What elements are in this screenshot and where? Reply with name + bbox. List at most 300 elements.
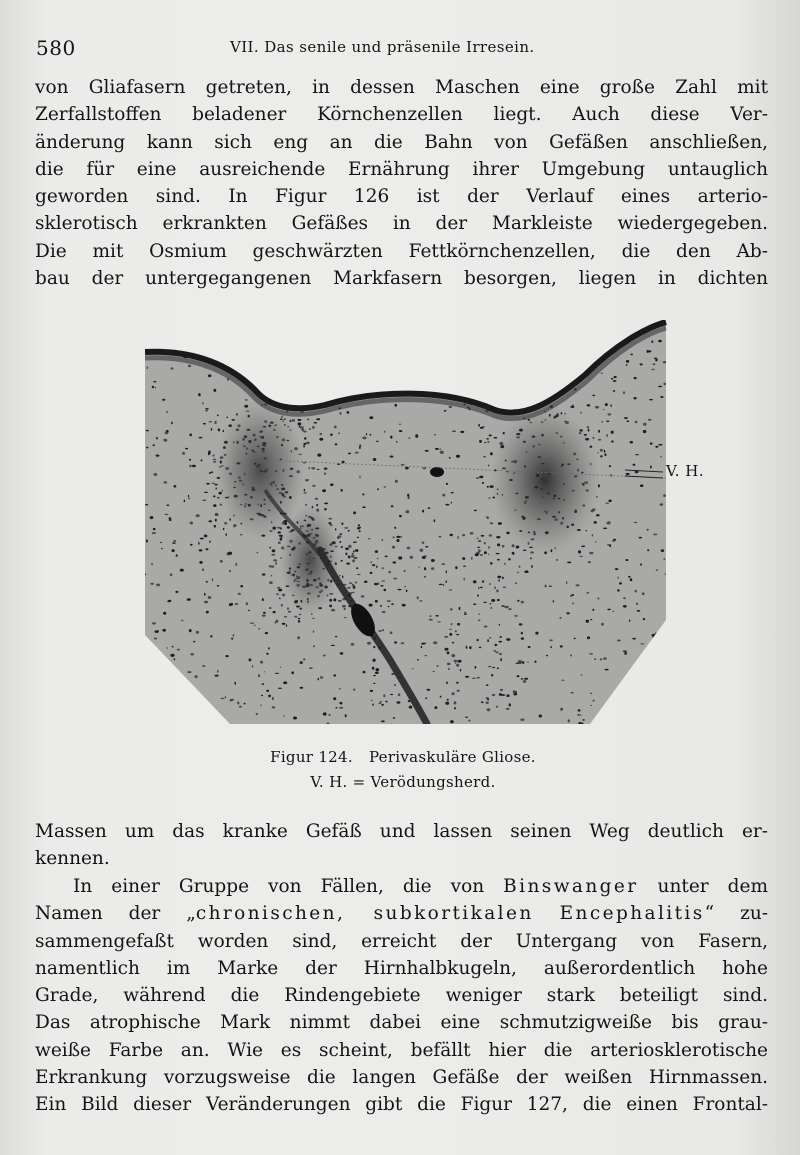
stain-speck: [331, 645, 335, 646]
stain-speck: [357, 574, 361, 575]
stain-speck: [272, 549, 276, 552]
stain-speck: [572, 594, 574, 596]
stain-speck: [347, 587, 350, 589]
stain-speck: [351, 555, 355, 558]
stain-speck: [304, 437, 306, 440]
stain-speck: [377, 488, 379, 490]
stain-speck: [353, 542, 357, 543]
stain-speck: [578, 709, 581, 711]
stain-speck: [619, 582, 622, 584]
stain-speck: [393, 578, 397, 580]
stain-speck: [362, 506, 366, 508]
stain-speck: [205, 410, 208, 412]
stain-speck: [373, 458, 377, 461]
stain-speck: [329, 605, 332, 608]
stain-speck: [660, 396, 663, 398]
stain-speck: [422, 556, 426, 559]
stain-speck: [359, 446, 361, 449]
stain-speck: [451, 654, 455, 657]
stain-speck: [443, 584, 444, 587]
stain-speck: [201, 459, 203, 461]
stain-speck: [484, 626, 488, 628]
stain-speck: [427, 689, 431, 691]
stain-speck: [319, 438, 323, 441]
stain-speck: [181, 620, 183, 622]
stain-speck: [341, 489, 343, 492]
stain-speck: [190, 522, 193, 525]
stain-speck: [576, 584, 580, 586]
stain-speck: [506, 638, 510, 641]
stain-speck: [398, 693, 400, 696]
stain-speck: [534, 661, 536, 663]
stain-speck: [640, 563, 642, 566]
stain-speck: [491, 674, 493, 677]
stain-speck: [202, 500, 206, 502]
stain-speck: [601, 373, 603, 374]
stain-speck: [617, 577, 618, 579]
stain-speck: [275, 620, 278, 623]
stain-speck: [225, 533, 227, 536]
stain-speck: [509, 703, 511, 706]
stain-speck: [372, 667, 375, 670]
stain-speck: [450, 720, 454, 723]
stain-speck: [260, 661, 263, 664]
stain-speck: [491, 599, 495, 602]
stain-speck: [484, 542, 486, 544]
stain-speck: [153, 381, 156, 382]
stain-speck: [218, 428, 220, 431]
stain-speck: [146, 540, 148, 543]
stain-speck: [344, 527, 348, 529]
stain-speck: [446, 681, 448, 684]
stain-speck: [169, 517, 172, 519]
stain-speck: [204, 593, 206, 596]
stain-speck: [556, 382, 558, 383]
stain-speck: [568, 719, 570, 722]
stain-speck: [598, 439, 601, 441]
stain-speck: [281, 604, 283, 607]
stain-speck: [608, 500, 611, 503]
stain-speck: [453, 660, 457, 662]
stain-speck: [640, 484, 643, 487]
stain-speck: [624, 652, 627, 655]
text-line: von Gliafasern getreten, in dessen Maschen eine große Zahl mit: [35, 77, 768, 98]
stain-speck: [209, 520, 213, 522]
stain-speck: [372, 704, 374, 706]
stain-speck: [329, 353, 333, 355]
stain-speck: [587, 426, 590, 427]
stain-speck: [164, 439, 167, 442]
stain-speck: [170, 367, 173, 369]
stain-speck: [578, 714, 580, 716]
stain-speck: [363, 671, 366, 674]
stain-speck: [630, 441, 633, 444]
stain-speck: [335, 636, 337, 637]
stain-speck: [420, 549, 424, 552]
stain-speck: [150, 516, 154, 519]
stain-speck: [431, 559, 435, 562]
stain-speck: [182, 698, 185, 699]
stain-speck: [213, 495, 215, 497]
stain-speck: [633, 464, 636, 466]
stain-speck: [429, 615, 431, 617]
stain-speck: [642, 717, 646, 718]
stain-speck: [499, 653, 502, 655]
stain-speck: [373, 646, 375, 649]
stain-speck: [658, 340, 662, 343]
stain-speck: [225, 697, 227, 698]
stain-speck: [494, 586, 496, 589]
stain-speck: [550, 646, 551, 648]
stain-speck: [312, 426, 315, 429]
stain-speck: [653, 534, 657, 536]
stain-speck: [650, 466, 652, 469]
page-header: [36, 36, 764, 60]
stain-speck: [590, 619, 592, 620]
stain-speck: [340, 652, 344, 655]
stain-speck: [528, 646, 531, 648]
stain-speck: [570, 654, 572, 656]
stain-speck: [652, 636, 656, 638]
stain-speck: [642, 592, 645, 595]
stain-speck: [172, 646, 174, 648]
stain-speck: [293, 717, 297, 720]
stain-speck: [234, 682, 236, 685]
stain-speck: [391, 603, 394, 605]
stain-speck: [658, 386, 662, 388]
stain-speck: [294, 391, 297, 392]
stain-speck: [621, 717, 624, 720]
stain-speck: [268, 647, 270, 649]
stain-speck: [312, 618, 314, 619]
stain-speck: [607, 609, 611, 611]
stain-speck: [282, 623, 286, 625]
stain-speck: [437, 621, 441, 622]
stain-speck: [166, 411, 168, 413]
stain-speck: [417, 659, 419, 660]
stain-speck: [513, 693, 517, 696]
stain-speck: [623, 391, 625, 394]
stain-speck: [319, 433, 322, 435]
stain-speck: [177, 649, 181, 651]
stain-speck: [650, 442, 653, 444]
stain-speck: [610, 404, 612, 407]
stain-speck: [519, 566, 521, 568]
stain-speck: [522, 661, 524, 664]
stain-speck: [473, 580, 477, 583]
stain-speck: [372, 564, 375, 566]
stain-speck: [373, 683, 375, 684]
stain-speck: [404, 586, 406, 588]
stain-speck: [614, 376, 617, 378]
stain-speck: [401, 464, 405, 466]
stain-speck: [661, 549, 664, 552]
stain-speck: [478, 549, 481, 552]
stain-speck: [611, 378, 613, 380]
stain-speck: [357, 537, 359, 538]
stain-speck: [482, 580, 484, 583]
stain-speck: [409, 706, 413, 709]
stain-speck: [328, 714, 330, 715]
stain-speck: [162, 399, 165, 401]
stain-speck: [310, 385, 313, 387]
stain-speck: [229, 570, 231, 573]
stain-speck: [603, 409, 604, 411]
stain-speck: [482, 426, 485, 427]
stain-speck: [488, 546, 490, 549]
stain-speck: [490, 562, 492, 565]
stain-speck: [488, 666, 492, 668]
stain-speck: [412, 668, 414, 669]
stain-speck: [351, 367, 355, 370]
stain-speck: [489, 434, 492, 436]
stain-speck: [567, 562, 571, 564]
stain-speck: [457, 536, 458, 539]
stain-speck: [428, 367, 430, 370]
stain-speck: [297, 419, 301, 421]
text-line: Grade, während die Rindengebiete weniger stark beteiligt sind.: [35, 985, 768, 1007]
stain-speck: [477, 639, 479, 641]
stain-speck: [369, 604, 373, 607]
stain-speck: [492, 694, 495, 696]
stain-speck: [484, 551, 487, 554]
stain-speck: [477, 595, 479, 597]
stain-speck: [521, 601, 524, 604]
stain-speck: [359, 527, 361, 528]
stain-speck: [355, 582, 358, 584]
stain-speck: [313, 645, 315, 647]
stain-speck: [481, 535, 485, 537]
stain-speck: [635, 421, 638, 424]
stain-speck: [223, 351, 226, 354]
stain-speck: [589, 552, 593, 554]
stain-speck: [499, 641, 503, 643]
stain-speck: [607, 544, 610, 546]
stain-speck: [300, 426, 304, 428]
stain-speck: [354, 557, 358, 559]
stain-speck: [324, 503, 328, 505]
author-name: Binswanger: [503, 876, 639, 897]
stain-speck: [435, 615, 438, 617]
text-line: änderung kann sich eng an die Bahn von Gefäßen anschließen,: [35, 131, 768, 153]
stain-speck: [586, 620, 589, 623]
text-run: “ zu-: [704, 903, 768, 925]
stain-speck: [548, 348, 551, 351]
stain-speck: [449, 633, 452, 636]
figure-title: Perivaskuläre Gliose.: [368, 748, 536, 766]
stain-speck: [604, 348, 606, 350]
stain-speck: [570, 406, 574, 408]
stain-speck: [345, 714, 347, 717]
stain-speck: [385, 556, 388, 558]
stain-speck: [246, 602, 248, 605]
stain-speck: [640, 363, 643, 365]
stain-speck: [313, 630, 314, 633]
stain-speck: [594, 521, 597, 524]
stain-speck: [607, 522, 609, 525]
stain-speck: [377, 583, 379, 585]
stain-speck: [482, 482, 484, 484]
stain-speck: [198, 542, 199, 545]
stain-speck: [269, 607, 271, 609]
stain-speck: [187, 598, 191, 601]
stain-speck: [190, 653, 194, 655]
stain-speck: [504, 606, 508, 608]
stain-speck: [370, 434, 372, 436]
stain-speck: [524, 570, 528, 573]
stain-speck: [435, 706, 438, 709]
stain-speck: [258, 369, 261, 370]
stain-speck: [344, 608, 346, 610]
stain-speck: [428, 507, 431, 509]
stain-speck: [333, 343, 337, 345]
emphasized-term: Encephalitis: [559, 903, 705, 925]
stain-speck: [447, 652, 450, 655]
stain-speck: [603, 528, 607, 530]
stain-speck: [394, 724, 398, 727]
stain-speck: [617, 640, 621, 642]
stain-speck: [355, 452, 359, 454]
stain-speck: [254, 625, 255, 626]
stain-speck: [478, 614, 480, 615]
stain-speck: [166, 647, 168, 648]
stain-speck: [434, 434, 436, 436]
micrograph-figure: [145, 320, 667, 728]
stain-speck: [605, 503, 609, 504]
stain-speck: [206, 483, 209, 485]
stain-speck: [590, 705, 592, 706]
stain-speck: [540, 390, 544, 393]
stain-speck: [450, 608, 453, 610]
text-line: Ein Bild dieser Veränderungen gibt die Figur 127, die einen Frontal-: [35, 1094, 768, 1116]
stain-speck: [345, 548, 349, 551]
stain-speck: [611, 440, 613, 442]
stain-speck: [452, 642, 454, 644]
stain-speck: [275, 673, 279, 674]
stain-speck: [241, 355, 243, 358]
stain-speck: [374, 343, 376, 345]
stain-speck: [261, 695, 263, 696]
stain-speck: [376, 441, 379, 442]
stain-speck: [655, 632, 657, 635]
stain-speck: [333, 697, 336, 700]
stain-speck: [380, 701, 382, 702]
stain-speck: [349, 582, 353, 584]
stain-speck: [398, 350, 400, 352]
stain-speck: [647, 661, 650, 663]
paragraph-2: [35, 818, 768, 873]
stain-speck: [465, 676, 469, 678]
stain-speck: [646, 696, 650, 698]
stain-speck: [382, 359, 385, 361]
stain-speck: [288, 611, 291, 613]
stain-speck: [500, 658, 502, 661]
stain-speck: [151, 564, 153, 565]
stain-speck: [530, 557, 532, 559]
stain-speck: [383, 694, 385, 697]
stain-speck: [277, 353, 279, 355]
text-line: sklerotisch erkrankten Gefäßes in der Markleiste wiedergegeben.: [35, 213, 768, 235]
stain-speck: [539, 715, 542, 718]
stain-speck: [623, 605, 627, 608]
stain-speck: [167, 504, 170, 506]
stain-speck: [276, 593, 279, 595]
stain-speck: [421, 646, 423, 648]
stain-speck: [627, 420, 629, 422]
stain-speck: [503, 587, 507, 589]
stain-speck: [406, 510, 410, 513]
stain-speck: [190, 544, 193, 546]
stain-speck: [394, 641, 397, 643]
stain-speck: [422, 510, 424, 513]
stain-speck: [298, 620, 300, 623]
stain-speck: [628, 576, 631, 578]
stain-speck: [235, 563, 237, 566]
stain-speck: [271, 575, 273, 577]
stain-speck: [339, 702, 342, 704]
stain-speck: [394, 684, 396, 686]
stain-speck: [379, 703, 382, 704]
stain-speck: [316, 504, 318, 506]
stain-speck: [322, 489, 326, 492]
stain-speck: [152, 386, 154, 388]
stain-speck: [549, 586, 552, 587]
stain-speck: [223, 528, 225, 530]
figure-number: Figur 124.: [270, 748, 353, 766]
stain-speck: [176, 554, 178, 556]
stain-speck: [610, 343, 611, 345]
stain-speck: [454, 701, 457, 704]
stain-speck: [278, 688, 282, 689]
stain-speck: [464, 364, 467, 366]
stain-speck: [303, 443, 306, 445]
stain-speck: [425, 546, 428, 548]
stain-speck: [546, 655, 548, 657]
stain-speck: [450, 340, 453, 342]
stain-speck: [338, 600, 342, 601]
stain-speck: [199, 549, 203, 551]
stain-speck: [607, 434, 608, 437]
stain-speck: [597, 598, 599, 600]
stain-speck: [435, 448, 439, 450]
stain-speck: [342, 575, 343, 578]
stain-speck: [486, 702, 489, 704]
stain-speck: [341, 522, 343, 525]
stain-speck: [463, 578, 465, 581]
stain-speck: [458, 364, 460, 367]
text-line: Massen um das kranke Gefäß und lassen seinen Weg deutlich er-: [35, 821, 768, 842]
stain-speck: [445, 504, 449, 506]
stain-speck: [504, 563, 506, 566]
stain-speck: [446, 570, 447, 573]
stain-speck: [574, 638, 576, 640]
stain-speck: [240, 368, 242, 370]
stain-speck: [456, 682, 458, 684]
stain-speck: [208, 374, 211, 377]
stain-speck: [384, 431, 385, 433]
stain-speck: [459, 607, 461, 610]
stain-speck: [155, 631, 159, 633]
stain-speck: [382, 629, 384, 631]
stain-speck: [268, 341, 271, 342]
text-line: bau der untergegangenen Markfasern besorgen, liegen in dichten: [35, 268, 768, 290]
stain-speck: [487, 639, 489, 642]
stain-speck: [153, 444, 155, 446]
stain-speck: [333, 674, 336, 676]
stain-speck: [392, 546, 394, 548]
stain-speck: [380, 605, 382, 607]
stain-speck: [593, 437, 595, 439]
